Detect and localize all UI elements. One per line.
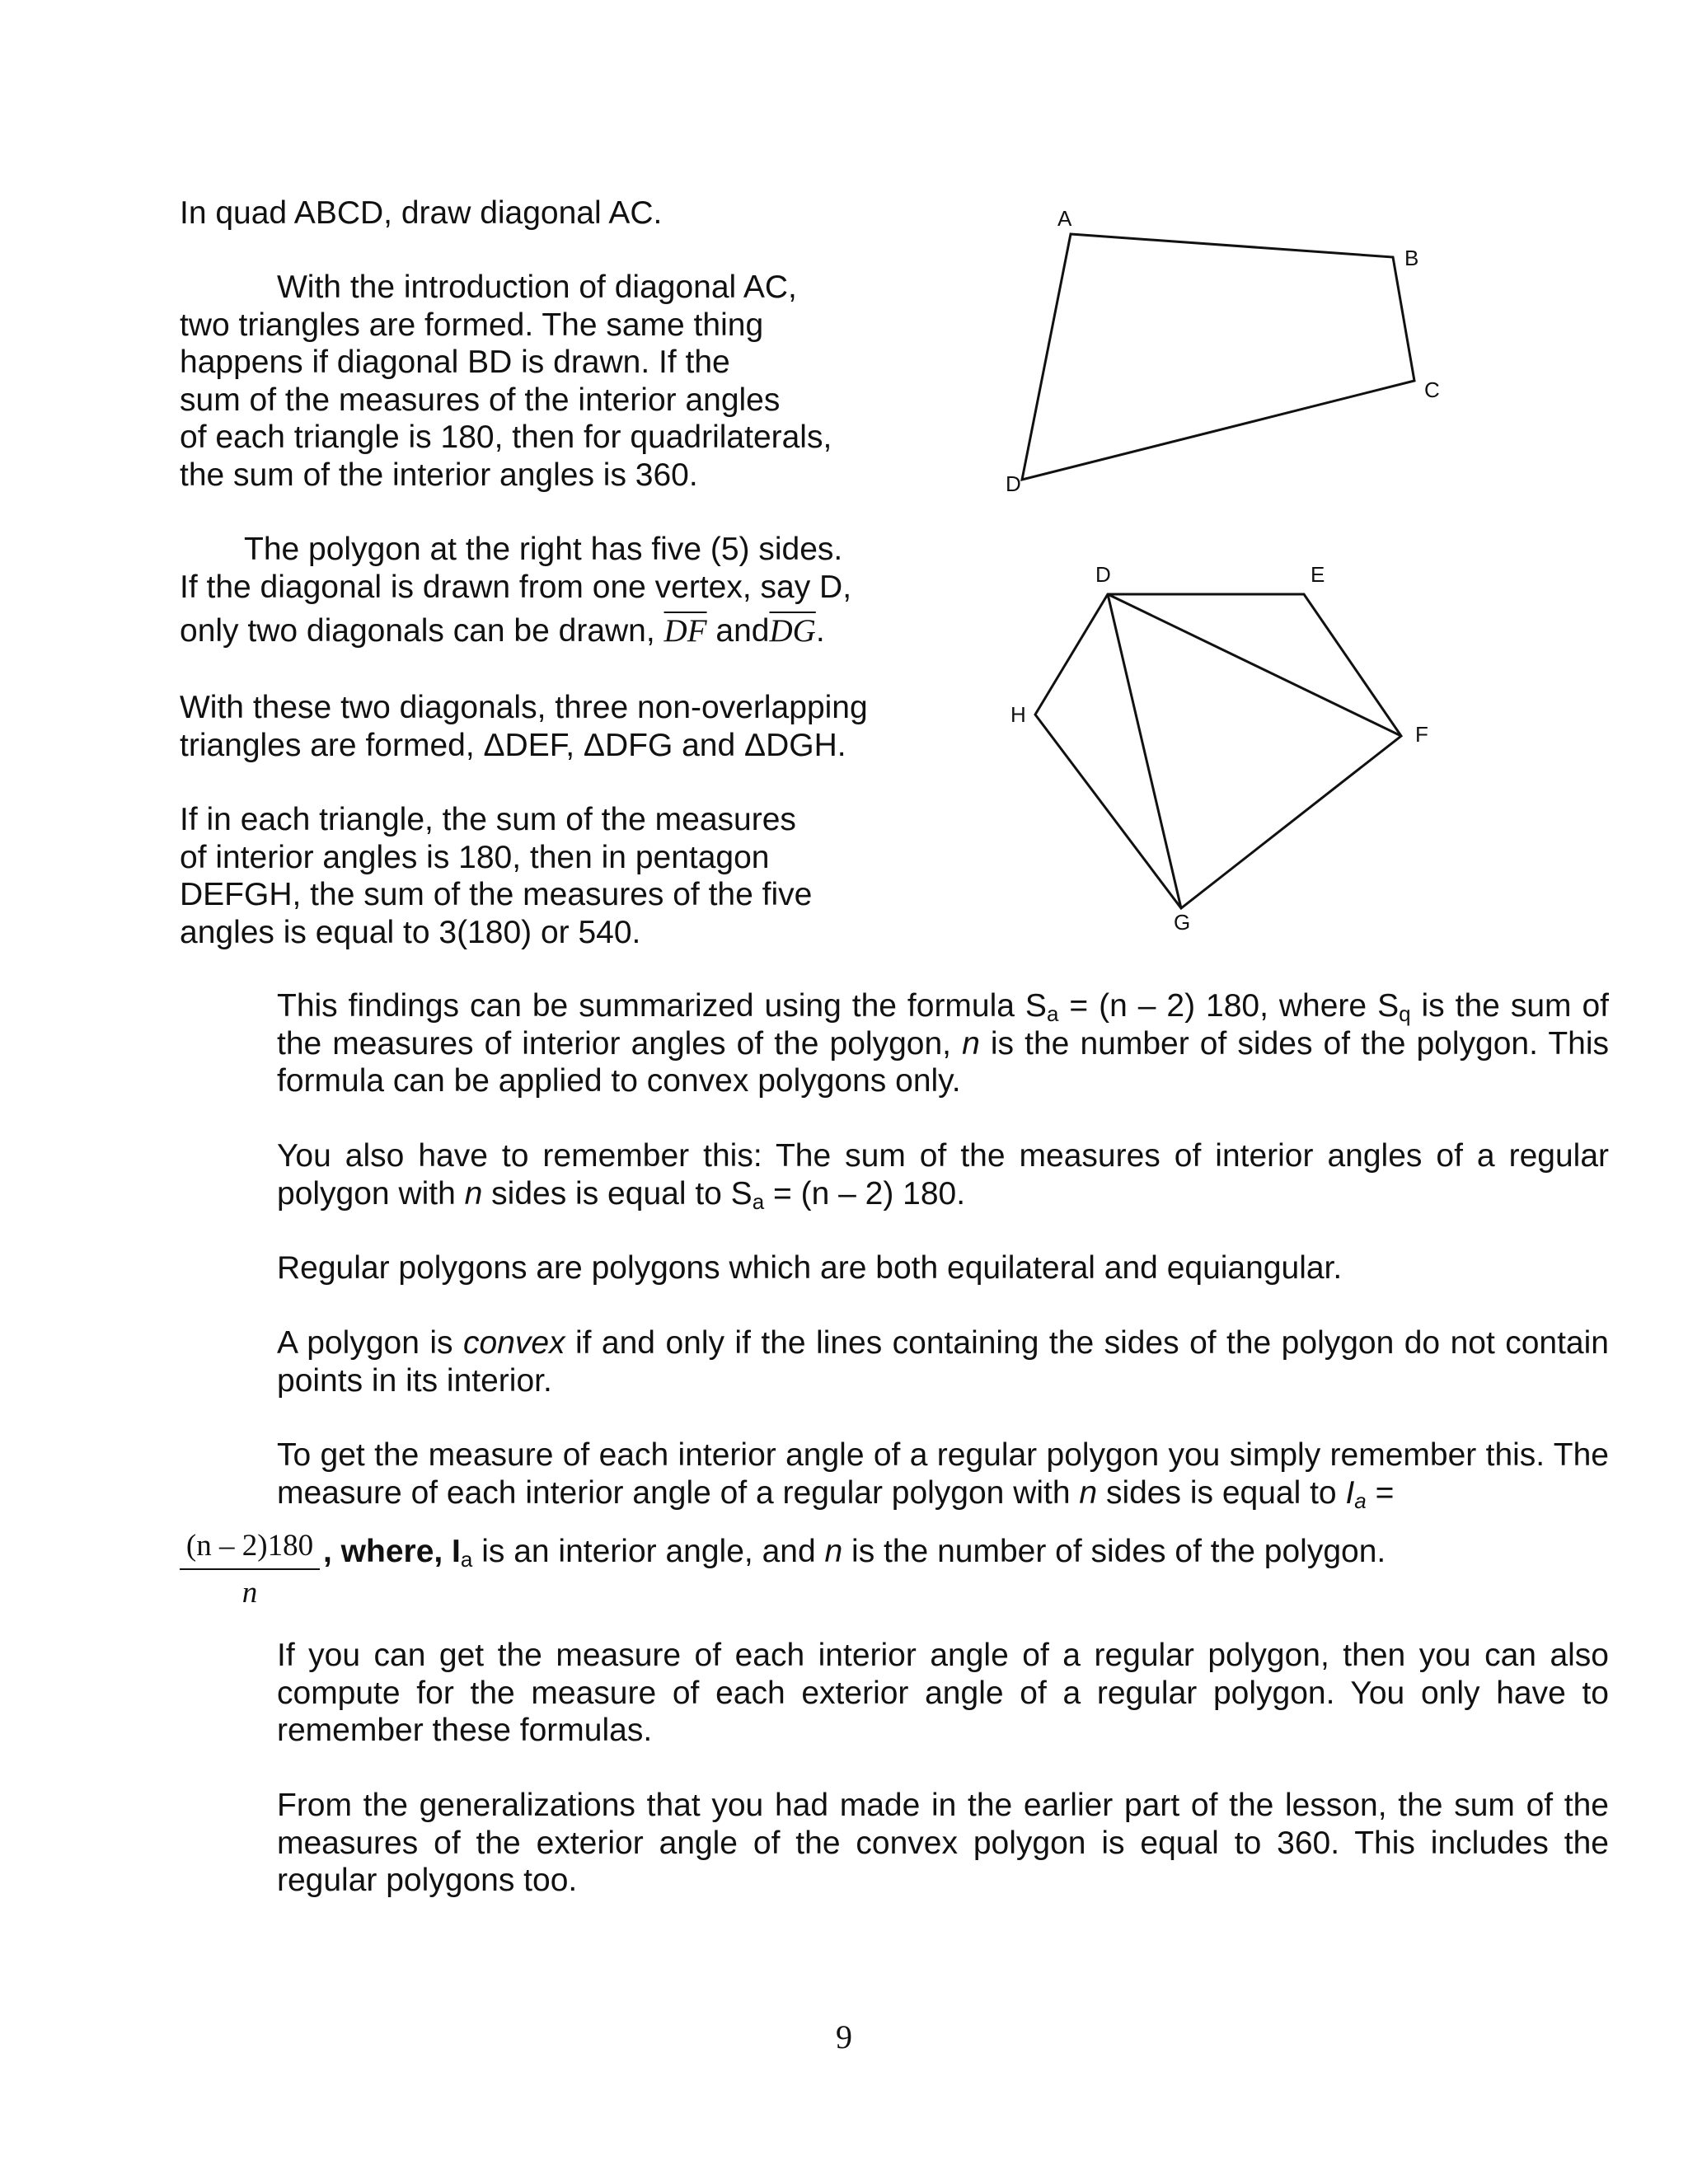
vertex-label-f: F bbox=[1415, 722, 1428, 747]
quadrilateral-abcd bbox=[1022, 234, 1414, 480]
segment-dg: $\overline{DG}$ bbox=[769, 613, 816, 649]
pentagon-sum-paragraph: If in each triangle, the sum of the measures of interior angles is 180, then in pentagon DEFGH, the sum of the measures of the five angles is equal to 3(180) or 540. bbox=[180, 802, 813, 950]
page-number: 9 bbox=[836, 2018, 852, 2055]
vertex-label-b: B bbox=[1404, 246, 1419, 270]
pentagon-outline bbox=[1035, 594, 1401, 908]
quad-intro-line: In quad ABCD, draw diagonal AC. bbox=[180, 195, 663, 231]
pentagon-defgh bbox=[1035, 594, 1401, 908]
triangles-paragraph: With these two diagonals, three non-overlapping triangles are formed, ΔDEF, ΔDFG and ΔDGH. bbox=[180, 690, 868, 763]
vertex-label-a: A bbox=[1057, 206, 1072, 231]
segment-df: $\overline{DF}$ bbox=[663, 613, 707, 649]
vertex-label-c: C bbox=[1424, 377, 1440, 402]
exterior-angle-paragraph: If you can get the measure of each interior angle of a regular polygon, then you can also compute for the measure of each exterior angle of a regular polygon. You only have to remember these formulas. bbox=[277, 1638, 1609, 1748]
vertex-label-g: G bbox=[1174, 910, 1191, 935]
quadrilateral-outline bbox=[1022, 234, 1414, 480]
vertex-label-d: D bbox=[1006, 471, 1021, 496]
vertex-label-h: H bbox=[1010, 702, 1026, 727]
generalization-paragraph: From the generalizations that you had made in the earlier part of the lesson, the sum of the measures of the exterior angle of the convex polygon is equal to 360. This includes the regular polygons too. bbox=[277, 1788, 1609, 1898]
formula-paragraph: This findings can be summarized using the formula $S_a = (n - 2)$ 180, where $S_q$ is the sum of the measures of interior angles of the polygon, n is the number of sides of the polygon. This formula can be applied to convex polygons only. bbox=[277, 988, 1609, 1099]
diagonal-paragraph: With the introduction of diagonal AC, two triangles are formed. The same thing happens if diagonal BD is drawn. If the sum of the measures of the interior angles of each triangle is 180, then for quadrilaterals, the sum of the interior angles is 360. bbox=[180, 269, 832, 493]
interior-angle-continuation: , where, $I_a$ is an interior angle, and n is the number of sides of the polygon. bbox=[323, 1534, 1386, 1572]
vertex-label-e: E bbox=[1311, 562, 1325, 587]
interior-angle-fraction: $\frac{(n - 2)180}{n}$ bbox=[180, 1528, 320, 1610]
vertex-label-pent-d: D bbox=[1095, 562, 1111, 587]
interior-angle-paragraph: To get the measure of each interior angle of a regular polygon you simply remember this. The measure of each interior angle of a regular polygon with n sides is equal to $I_a$ = bbox=[277, 1437, 1609, 1513]
regular-sum-paragraph: You also have to remember this: The sum of the measures of interior angles of a regular polygon with n sides is equal to $S_a = (n - 2)$ 180. bbox=[277, 1138, 1609, 1214]
convex-definition: A polygon is convex if and only if the lines containing the sides of the polygon do not contain points in its interior. bbox=[277, 1325, 1609, 1399]
diagonal-df bbox=[1108, 594, 1401, 736]
regular-definition: Regular polygons are polygons which are both equilateral and equiangular. bbox=[277, 1250, 1343, 1286]
pentagon-paragraph: The polygon at the right has five (5) sides. If the diagonal is drawn from one vertex, say D, only two diagonals can be drawn, $\overline{DF}$ $and\overline{DG}$. bbox=[180, 532, 852, 649]
